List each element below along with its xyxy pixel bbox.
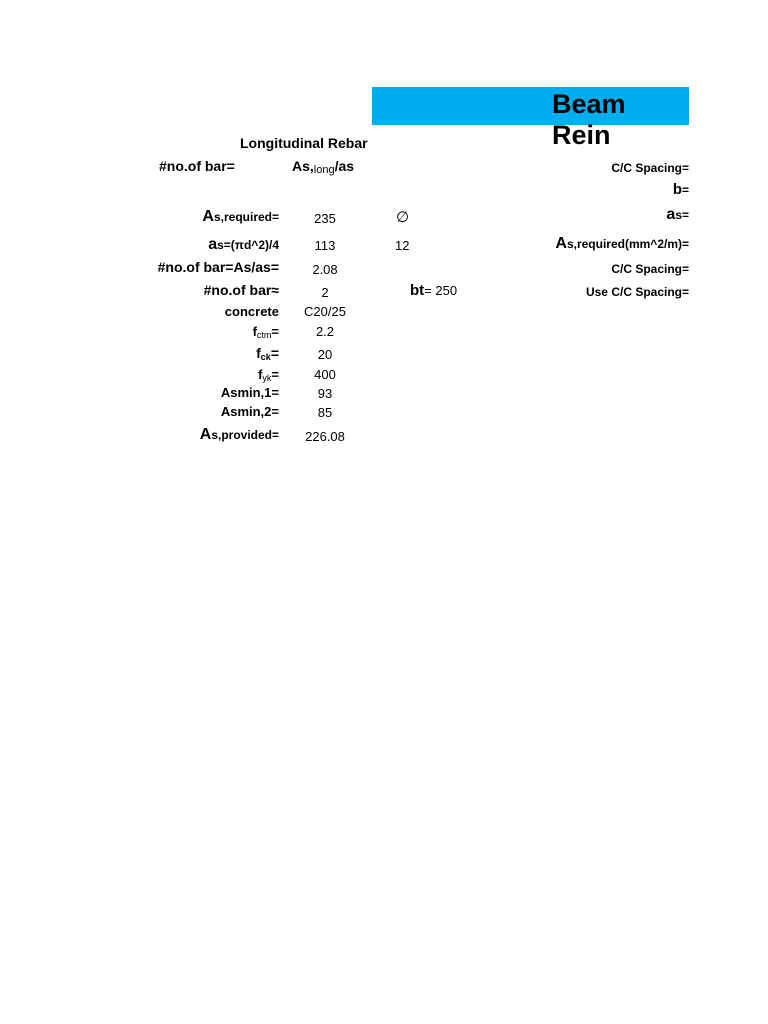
concrete-value: C20/25 <box>304 304 346 319</box>
formula-rhs <box>292 158 354 174</box>
as-required-label: As,required= <box>202 208 279 225</box>
bars-label: #no.of bar≈ <box>203 282 279 298</box>
sheet-title: Beam Rein <box>552 89 626 150</box>
as-label-right: as= <box>666 206 689 223</box>
ratio-value: 2.08 <box>312 262 338 277</box>
cc-spacing-label-1: C/C Spacing= <box>611 161 689 175</box>
as-provided-label: As,provided= <box>199 426 279 443</box>
diameter-value: 12 <box>395 238 410 253</box>
fyk-value: 400 <box>314 367 336 382</box>
bt-field: bt= 250 <box>410 282 458 299</box>
fctm-value: 2.2 <box>315 324 335 339</box>
as-provided-value: 226.08 <box>305 429 345 444</box>
asmin1-label: Asmin,1= <box>220 385 279 400</box>
cc-spacing-label-2: C/C Spacing= <box>611 262 689 276</box>
fyk-label: $f_{yk}=$ <box>258 367 279 383</box>
b-label: b= <box>672 181 689 198</box>
formula-lhs: #no.of bar= <box>159 158 235 174</box>
as-area-value: 113 <box>314 238 336 253</box>
concrete-label: concrete <box>224 304 279 319</box>
formula-rhs-main: As, <box>292 158 314 174</box>
bars-value: 2 <box>321 285 329 300</box>
as-area-label: as=(πd^2)/4 <box>208 236 279 253</box>
ratio-label: #no.of bar=As/as= <box>157 259 279 275</box>
fck-value: 20 <box>317 347 333 362</box>
section-heading: Longitudinal Rebar <box>240 135 368 151</box>
diameter-symbol: ∅ <box>396 209 410 226</box>
asmin1-value: 93 <box>317 386 333 401</box>
asmin2-value: 85 <box>317 405 333 420</box>
formula-rhs-sub: long <box>313 164 335 176</box>
formula-rhs-tail: /as <box>334 158 355 174</box>
asmin2-label: Asmin,2= <box>220 404 279 419</box>
fck-label: $f_{ck}=$ <box>256 345 279 362</box>
as-required-mm2-label: As,required(mm^2/m)= <box>555 235 689 252</box>
use-cc-spacing-label: Use C/C Spacing= <box>585 285 689 299</box>
fctm-label: $f_{ctm}=$ <box>252 324 279 340</box>
title-banner <box>372 87 689 150</box>
as-required-value: 235 <box>314 211 336 226</box>
